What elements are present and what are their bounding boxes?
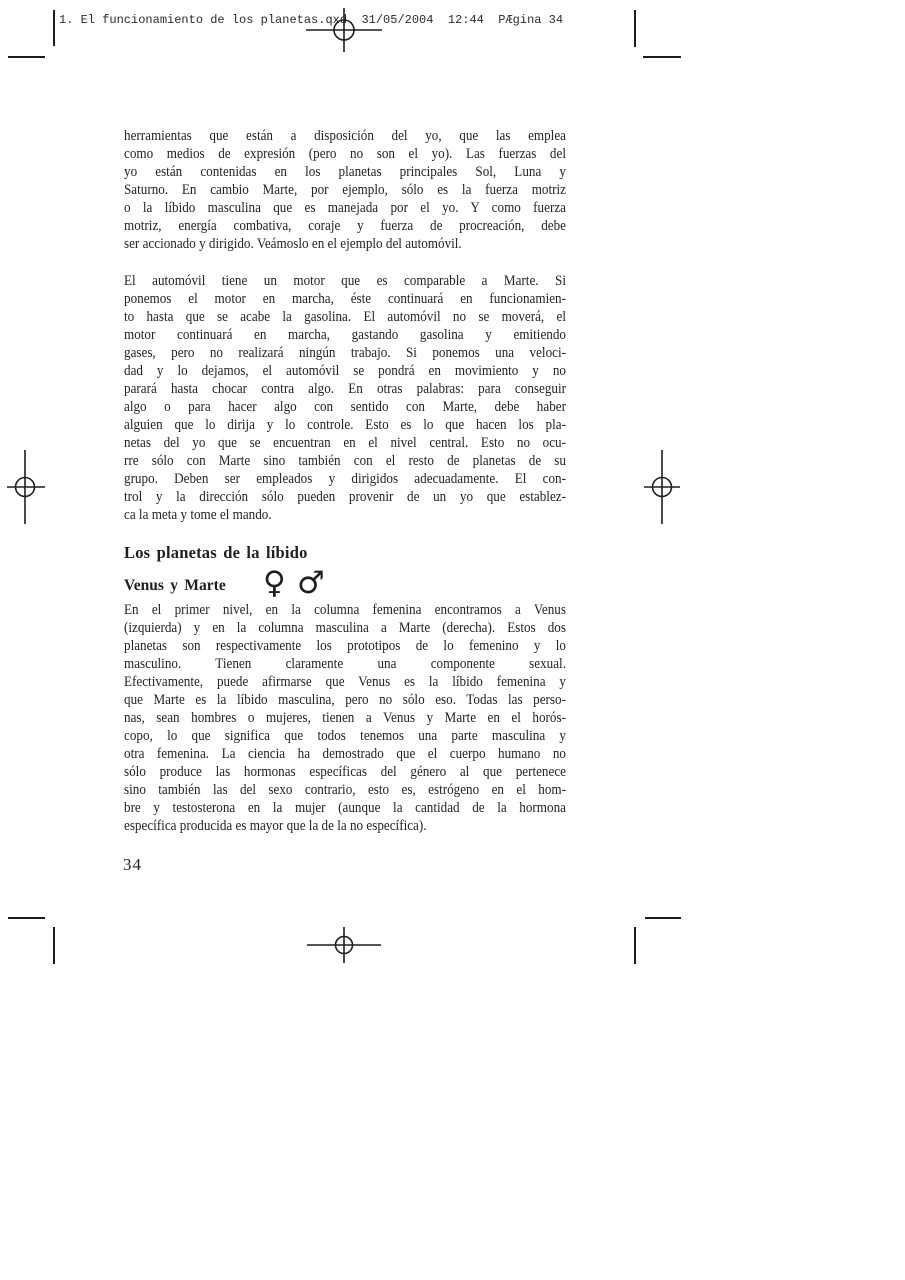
text-line: to hasta que se acabe la gasolina. El automóvil no se moverá, el xyxy=(124,309,566,325)
text-line: rre sólo con Marte sino también con el resto de planetas de su xyxy=(124,453,566,469)
text-line: ser accionado y dirigido. Veámoslo en el ejemplo del automóvil. xyxy=(124,236,462,252)
text-line: sólo produce las hormonas específicas del género al que pertenece xyxy=(124,764,566,780)
text-line: copo, lo que significa que todos tenemos una parte masculina y xyxy=(124,728,566,744)
text-line: alguien que lo dirija y lo controle. Esto es lo que hacen los pla- xyxy=(124,417,566,433)
text-line: Efectivamente, puede afirmarse que Venus es la líbido femenina y xyxy=(124,674,566,690)
text-line: otra femenina. La ciencia ha demostrado que el cuerpo humano no xyxy=(124,746,566,762)
crop-mark-bottom-left-vertical xyxy=(53,927,55,964)
text-line: algo o para hacer algo con sentido con Marte, debe haber xyxy=(124,399,566,415)
text-line: masculino. Tienen claramente una componente sexual. xyxy=(124,656,566,672)
subsection-heading: Venus y Marte xyxy=(124,577,226,594)
crop-mark-top-left-vertical xyxy=(53,10,55,46)
page-number: 34 xyxy=(123,855,142,874)
crop-mark-top-right-vertical xyxy=(634,10,636,47)
text-line: dad y lo dejamos, el automóvil se pondrá en movimiento y no xyxy=(124,363,566,379)
text-line: parará hasta chocar contra algo. En otras palabras: para conseguir xyxy=(124,381,566,397)
text-line: grupo. Deben ser empleados y dirigidos adecuadamente. El con- xyxy=(124,471,566,487)
venus-symbol-icon: ♀ xyxy=(263,565,286,601)
text-line: gases, pero no realizará ningún trabajo. Si ponemos una veloci- xyxy=(124,345,566,361)
text-line: que Marte es la líbido masculina, pero no sólo eso. Todas las perso- xyxy=(124,692,566,708)
text-line: motriz, energía combativa, coraje y fuerza de procreación, debe xyxy=(124,218,566,234)
text-line: motor continuará en marcha, gastando gasolina y emitiendo xyxy=(124,327,566,343)
mars-symbol-icon: ♂ xyxy=(297,565,325,601)
crop-mark-bottom-left-horizontal xyxy=(8,917,45,919)
paragraph-venus-and-mars xyxy=(124,601,566,835)
text-line: trol y la dirección sólo pueden provenir de un yo que establez- xyxy=(124,489,566,505)
text-line: como medios de expresión (pero no son el yo). Las fuerzas del xyxy=(124,146,566,162)
print-slug-line: 1. El funcionamiento de los planetas.qxd 31/05/2004 12:44 PÆgina 34 xyxy=(59,13,564,27)
registration-mark-icon xyxy=(302,6,386,54)
crop-mark-top-left-horizontal xyxy=(8,56,45,58)
section-heading: Los planetas de la líbido xyxy=(124,543,308,562)
text-line: yo están contenidas en los planetas principales Sol, Luna y xyxy=(124,164,566,180)
text-line: o la líbido masculina que es manejada por el yo. Y como fuerza xyxy=(124,200,566,216)
text-line: bre y testosterona en la mujer (aunque la cantidad de la hormona xyxy=(124,800,566,816)
text-line: El automóvil tiene un motor que es comparable a Marte. Si xyxy=(124,273,566,289)
paragraph-car-engine-analogy xyxy=(124,272,566,524)
text-line: herramientas que están a disposición del yo, que las emplea xyxy=(124,128,566,144)
text-line: específica producida es mayor que la de la no específica). xyxy=(124,818,427,834)
text-line: planetas son respectivamente los prototipos de lo femenino y lo xyxy=(124,638,566,654)
registration-mark-icon xyxy=(5,448,47,526)
crop-mark-bottom-right-vertical xyxy=(634,927,636,964)
registration-mark-icon xyxy=(642,448,682,526)
text-line: ca la meta y tome el mando. xyxy=(124,507,272,523)
text-line: nas, sean hombres o mujeres, tienen a Venus y Marte en el horós- xyxy=(124,710,566,726)
crop-mark-top-right-horizontal xyxy=(643,56,681,58)
text-line: (izquierda) y en la columna masculina a Marte (derecha). Estos dos xyxy=(124,620,566,636)
registration-mark-icon xyxy=(305,925,383,965)
text-line: En el primer nivel, en la columna femenina encontramos a Venus xyxy=(124,602,566,618)
paragraph-tools-of-the-ego xyxy=(124,127,566,253)
text-line: Saturno. En cambio Marte, por ejemplo, sólo es la fuerza motriz xyxy=(124,182,566,198)
crop-mark-bottom-right-horizontal xyxy=(645,917,681,919)
text-line: ponemos el motor en marcha, éste continuará en funcionamien- xyxy=(124,291,566,307)
text-line: netas del yo que se encuentran en el nivel central. Esto no ocu- xyxy=(124,435,566,451)
text-line: sino también las del sexo contrario, esto es, estrógeno en el hom- xyxy=(124,782,566,798)
